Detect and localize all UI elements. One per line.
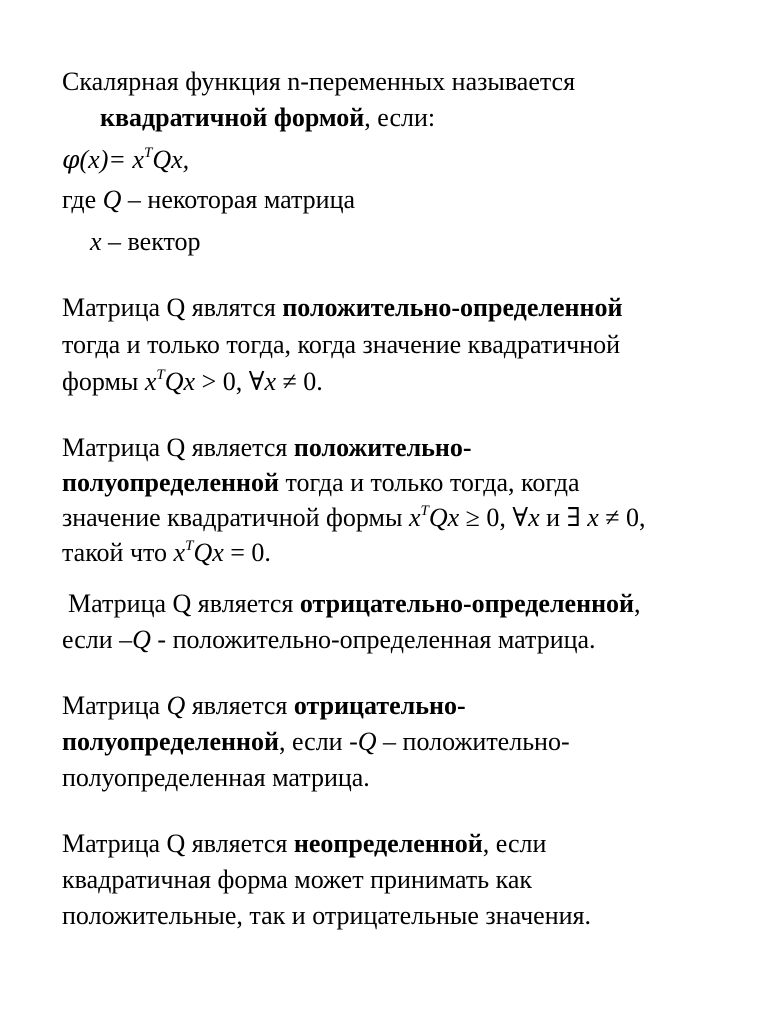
formula-lhs: (x)= x <box>79 145 144 174</box>
psd-line-1 <box>62 432 472 464</box>
where-q-line <box>62 184 355 216</box>
var-x: x <box>264 367 276 396</box>
nd-line-1 <box>68 588 641 620</box>
nsd-line-3 <box>62 762 370 794</box>
var-qx: Qx <box>193 538 224 567</box>
intro-line-2 <box>100 102 435 134</box>
ind-prefix: Матрица Q является <box>62 829 294 858</box>
pd-text: тогда и только тогда, когда значение квадратичной <box>62 330 621 359</box>
term-positive-semidefinite-1: положительно- <box>293 433 472 462</box>
var-x: x <box>173 538 186 567</box>
term-quadratic-form: квадратичной формой <box>100 103 365 132</box>
nd-comma: , <box>634 589 641 618</box>
transpose-sup: T <box>420 503 429 519</box>
pd-condition: > 0, ∀ <box>195 367 265 396</box>
where-prefix: где <box>62 185 103 214</box>
nd-text: - положительно-определенная матрица. <box>150 625 596 654</box>
var-x: x <box>90 227 102 256</box>
var-x: x <box>528 503 540 532</box>
pd-forms: формы <box>62 367 145 396</box>
psd-condition: ≥ 0, ∀ <box>459 503 529 532</box>
var-q: Q <box>132 625 151 654</box>
where-x-line <box>90 226 201 258</box>
where-q-text: – некоторая матрица <box>121 185 356 214</box>
term-indefinite: неопределенной <box>293 829 483 858</box>
psd-text: значение квадратичной формы <box>62 503 409 532</box>
intro-text: Скалярная функция n-переменных называется <box>62 67 576 96</box>
formula-quadratic-form <box>62 144 189 176</box>
intro-line-1 <box>62 66 575 98</box>
ind-line-2 <box>62 864 532 896</box>
var-x: x <box>144 367 157 396</box>
ind-text: квадратичная форма может принимать как <box>62 865 532 894</box>
var-q: Q <box>102 185 122 214</box>
nsd-if: , если - <box>278 727 358 756</box>
var-q: Q <box>357 727 377 756</box>
term-negative-semidefinite-2: полуопределенной <box>62 727 279 756</box>
nd-line-2 <box>62 624 596 656</box>
psd-condition-end: ≠ 0, <box>598 503 646 532</box>
var-qx: Qx <box>164 367 196 396</box>
ind-text-end: положительные, так и отрицательные значения. <box>62 901 591 930</box>
intro-tail: , если: <box>364 103 436 132</box>
psd-such-that: такой что <box>62 538 174 567</box>
term-positive-semidefinite-2: полуопределенной <box>62 468 279 497</box>
transpose-sup: T <box>185 538 194 554</box>
pd-prefix: Матрица Q являтся <box>62 293 283 322</box>
ind-line-3 <box>62 900 591 932</box>
psd-prefix: Матрица Q является <box>62 433 294 462</box>
nsd-prefix: Матрица <box>62 691 167 720</box>
formula-rhs: Qx, <box>152 145 190 174</box>
ind-line-1 <box>62 828 546 860</box>
nd-prefix: Матрица Q является <box>68 589 300 618</box>
psd-line-4 <box>62 537 271 569</box>
nsd-text: – положительно- <box>376 727 570 756</box>
pd-line-3 <box>62 366 323 398</box>
psd-line-3 <box>62 502 646 534</box>
where-x-text: – вектор <box>101 227 201 256</box>
ind-if: , если <box>482 829 547 858</box>
var-x: x <box>408 503 421 532</box>
psd-exists: и ∃ <box>539 503 588 532</box>
pd-line-1 <box>62 292 622 324</box>
nsd-is: является <box>185 691 294 720</box>
term-negative-semidefinite-1: отрицательно- <box>293 691 466 720</box>
nsd-text-end: полуопределенная матрица. <box>62 763 370 792</box>
psd-equals-zero: = 0. <box>223 538 271 567</box>
var-x: x <box>587 503 599 532</box>
term-negative-definite: отрицательно-определенной <box>299 589 635 618</box>
nsd-line-1 <box>62 690 466 722</box>
nsd-line-2 <box>62 726 570 758</box>
var-qx: Qx <box>428 503 460 532</box>
psd-tail: тогда и только тогда, когда <box>278 468 580 497</box>
var-q: Q <box>166 691 186 720</box>
pd-line-2 <box>62 329 620 361</box>
psd-line-2 <box>62 467 579 499</box>
pd-condition-end: ≠ 0. <box>276 367 323 396</box>
transpose-sup: T <box>156 367 165 383</box>
nd-if: если – <box>62 625 133 654</box>
phi-symbol: φ <box>62 145 80 174</box>
term-positive-definite: положительно-определенной <box>282 293 623 322</box>
transpose-sup: T <box>143 145 153 161</box>
